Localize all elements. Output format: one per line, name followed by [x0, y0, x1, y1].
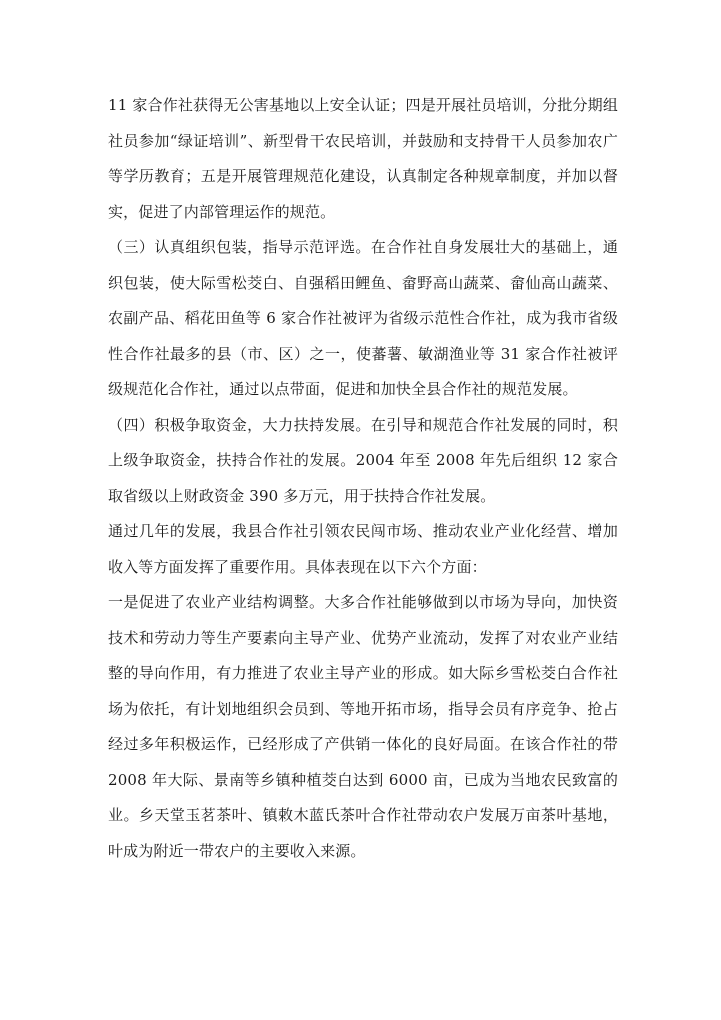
text-line: 经过多年积极运作，已经形成了产供销一体化的良好局面。在该合作社的带	[108, 735, 618, 753]
text-line: 社员参加“绿证培训”、新型骨干农民培训，并鼓励和支持骨干人员参加农广	[108, 131, 618, 150]
text-line: 2008 年大际、景南等乡镇种植茭白达到 6000 亩，已成为当地农民致富的	[108, 770, 618, 789]
text-line: 实，促进了内部管理运作的规范。	[108, 202, 336, 221]
text-line: 11 家合作社获得无公害基地以上安全认证；四是开展社员培训，分批分期组	[108, 96, 618, 114]
body-text	[108, 88, 618, 869]
text-line: 通过几年的发展，我县合作社引领农民闯市场、推动农业产业化经营、增加	[108, 522, 618, 540]
text-line: 取省级以上财政资金 390 多万元，用于扶持合作社发展。	[108, 486, 496, 505]
text-line: （四）积极争取资金，大力扶持发展。在引导和规范合作社发展的同时，积	[108, 415, 618, 434]
text-line: 收入等方面发挥了重要作用。具体表现在以下六个方面：	[108, 557, 487, 576]
text-line: 技术和劳动力等生产要素向主导产业、优势产业流动，发挥了对农业产业结	[108, 628, 618, 647]
text-line: 业。乡天堂玉茗茶叶、镇敕木蓝氏茶叶合作社带动农户发展万亩茶叶基地，	[108, 806, 618, 824]
text-line: 等学历教育；五是开展管理规范化建设，认真制定各种规章制度，并加以督	[108, 167, 618, 185]
text-line: 整的导向作用，有力推进了农业主导产业的形成。如大际乡雪松茭白合作社	[108, 664, 618, 682]
text-line: 织包装，使大际雪松茭白、自强稻田鲤鱼、畲野高山蔬菜、畲仙高山蔬菜、	[108, 273, 618, 292]
text-line: 场为依托，有计划地组织会员到、等地开拓市场，指导会员有序竞争、抢占	[108, 699, 618, 718]
text-line: 上级争取资金，扶持合作社的发展。2004 年至 2008 年先后组织 12 家合	[108, 451, 618, 469]
text-line: 叶成为附近一带农户的主要收入来源。	[108, 841, 366, 860]
text-line: 农副产品、稻花田鱼等 6 家合作社被评为省级示范性合作社，成为我市省级	[108, 309, 618, 327]
text-line: 级规范化合作社，通过以点带面，促进和加快全县合作社的规范发展。	[108, 380, 578, 398]
text-line: （三）认真组织包装，指导示范评选。在合作社自身发展壮大的基础上，通	[108, 238, 618, 256]
text-line: 性合作社最多的县（市、区）之一，使蕃薯、敏湖渔业等 31 家合作社被评	[108, 344, 618, 363]
text-line: 一是促进了农业产业结构调整。大多合作社能够做到以市场为导向，加快资	[108, 593, 618, 611]
